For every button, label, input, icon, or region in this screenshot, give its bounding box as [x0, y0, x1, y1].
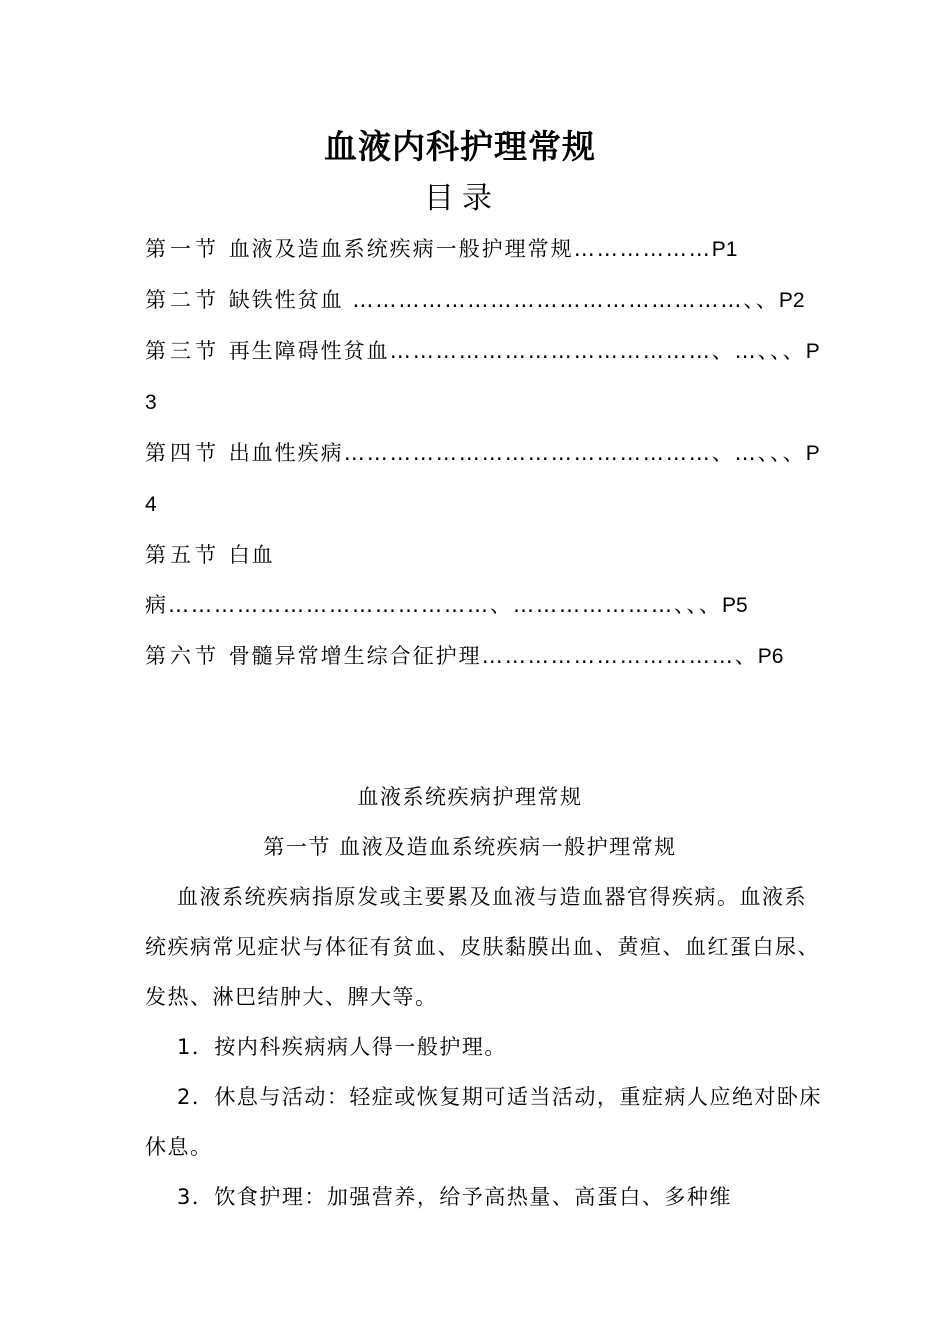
toc-page-number: P3 — [145, 340, 820, 414]
toc-section-name: 血液及造血系统疾病一般护理常规 — [228, 237, 574, 261]
list-item: 3．饮食护理：加强营养，给予高热量、高蛋白、多种维 — [177, 1185, 732, 1209]
content-heading: 血液系统疾病护理常规 — [357, 785, 583, 809]
section-heading: 第一节 血液及造血系统疾病一般护理常规 — [263, 835, 677, 859]
toc-page-number: P1 — [711, 238, 738, 261]
toc-section-number: 第五节 — [145, 543, 220, 567]
toc-leader: ……………………………………………、、 — [343, 288, 779, 312]
toc-section-number: 第二节 — [145, 288, 220, 312]
toc-section-name: 骨髓异常增生综合征护理 — [228, 644, 482, 668]
list-item: 1．按内科疾病病人得一般护理。 — [177, 1035, 507, 1059]
toc-entry[interactable] — [145, 326, 825, 428]
toc-section-number: 第四节 — [145, 441, 220, 465]
toc-section-name: 再生障碍性贫血 — [228, 339, 390, 363]
toc-entry[interactable] — [145, 428, 825, 530]
toc-leader: ……………… — [573, 237, 712, 261]
toc-page-number: P4 — [145, 442, 820, 516]
toc-page-number: P2 — [778, 289, 805, 312]
toc-heading: 目录 — [424, 181, 500, 216]
toc-page-number: P6 — [757, 645, 784, 668]
toc-leader: ……………………………………、…………………、、、 — [168, 593, 722, 617]
toc-entry[interactable] — [145, 530, 825, 631]
list-item: 2．休息与活动：轻症或恢复期可适当活动，重症病人应绝对卧床休息。 — [145, 1085, 822, 1159]
toc-section-name: 出血性疾病 — [228, 441, 344, 465]
table-of-contents — [145, 224, 825, 682]
toc-page-number: P5 — [722, 594, 748, 617]
toc-section-name: 缺铁性贫血 — [228, 288, 344, 312]
toc-leader: ……………………………………、…、、、 — [389, 339, 806, 363]
toc-section-number: 第三节 — [145, 339, 220, 363]
toc-leader: ……………………………、 — [481, 644, 758, 668]
toc-leader: …………………………………………、…、、、 — [343, 441, 806, 465]
toc-entry[interactable] — [145, 631, 825, 682]
toc-section-number: 第六节 — [145, 644, 220, 668]
toc-entry[interactable] — [145, 224, 825, 275]
document-body — [145, 772, 825, 1222]
toc-entry[interactable] — [145, 275, 825, 326]
toc-section-name: 白血病 — [145, 543, 275, 617]
document-title: 血液内科护理常规 — [324, 127, 596, 166]
toc-section-number: 第一节 — [145, 237, 220, 261]
intro-paragraph: 血液系统疾病指原发或主要累及血液与造血器官得疾病。血液系统疾病常见症状与体征有贫血、皮肤黏膜出血、黄疸、血红蛋白尿、发热、淋巴结肿大、脾大等。 — [145, 885, 820, 1009]
